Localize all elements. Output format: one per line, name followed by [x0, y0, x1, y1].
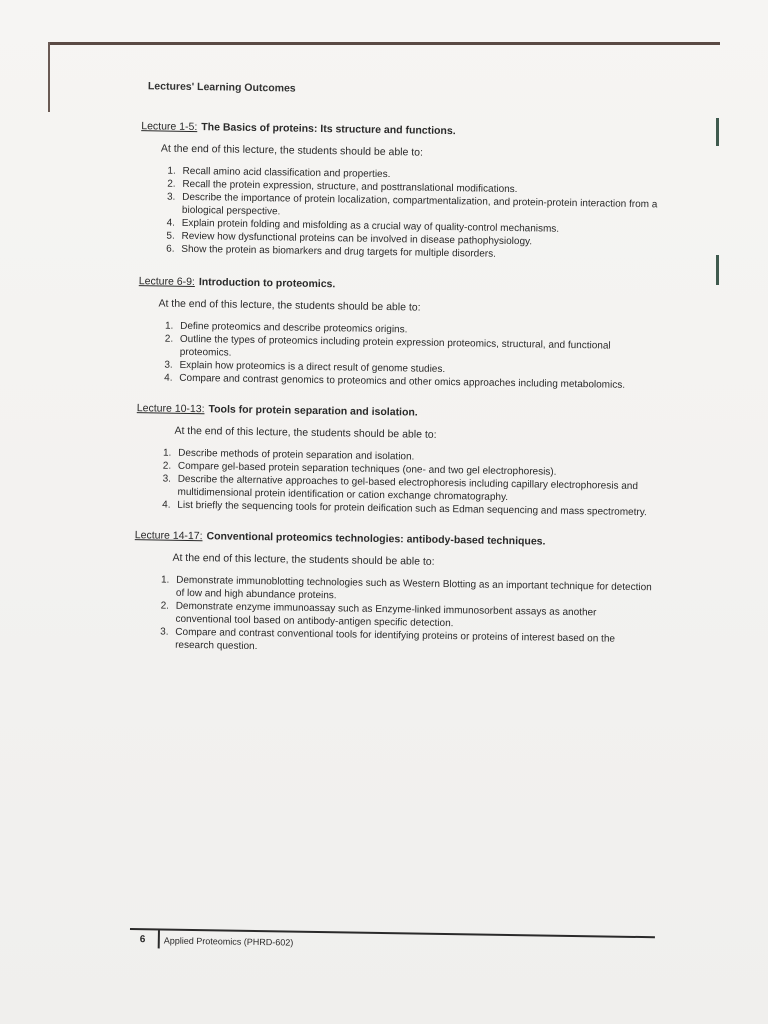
- lecture-intro: At the end of this lecture, the students should be able to:: [158, 297, 421, 314]
- lecture-heading: [137, 402, 655, 422]
- outcome-item: 3. Explain how proteomics is a direct result of genome studies.: [175, 359, 655, 380]
- page-number: 6: [139, 934, 146, 946]
- outcome-item: 3. Compare and contrast conventional tools for identifying proteins or proteins of interest based on the research question.: [171, 626, 651, 660]
- document-title: Lectures' Learning Outcomes: [147, 80, 296, 95]
- page-top-edge: [48, 42, 720, 45]
- outcome-item: 2. Outline the types of proteomics including protein expression proteomics, structural, and functional proteomics.: [176, 333, 656, 367]
- lecture-intro: At the end of this lecture, the students should be able to:: [160, 142, 424, 159]
- lecture-number: Lecture 10-13:: [136, 402, 205, 416]
- page-left-edge: [48, 42, 50, 112]
- lecture-section: [127, 120, 659, 263]
- lecture-section: [121, 529, 653, 659]
- lecture-heading: [139, 275, 657, 295]
- outcome-item: 4. Explain protein folding and misfolding as a crucial way of quality-control mechanisms.: [178, 217, 658, 238]
- outcome-item: 4. List briefly the sequencing tools for protein deification such as Edman sequencing and mass spectrometry.: [173, 499, 653, 520]
- lecture-section: [123, 402, 655, 519]
- outcome-list: [125, 319, 656, 392]
- lecture-intro: At the end of this lecture, the students should be able to:: [172, 551, 435, 568]
- outcome-list: [121, 573, 652, 659]
- outcome-item: 6. Show the protein as biomarkers and drug targets for multiple disorders.: [177, 243, 657, 264]
- lecture-topic: Conventional proteomics technologies: antibody-based techniques.: [206, 530, 546, 548]
- lecture-number: Lecture 6-9:: [138, 275, 195, 289]
- lecture-number: Lecture 14-17:: [134, 529, 203, 543]
- outcome-item: 5. Review how dysfunctional proteins can be involved in disease pathophysiology.: [177, 230, 657, 251]
- lecture-intro: At the end of this lecture, the students should be able to:: [174, 424, 437, 441]
- outcome-item: 4. Compare and contrast genomics to proteomics and other omics approaches including metabolomics.: [175, 372, 655, 393]
- document-body: [121, 80, 660, 673]
- outcome-item: 1. Demonstrate immunoblotting technologies such as Western Blotting as an important technique for detection of low and high abundance proteins.: [172, 574, 652, 608]
- outcome-item: 2. Recall the protein expression, structure, and posttranslational modifications.: [178, 178, 658, 199]
- outcome-item: 2. Demonstrate enzyme immunoassay such as Enzyme-linked immunosorbent assays as another conventional tool based on antibody-antigen specific detection.: [171, 600, 651, 634]
- outcome-item: 3. Describe the alternative approaches to gel-based electrophoresis including capillary electrophoresis and multidimensional protein identification or cation exchange chromatography.: [173, 473, 653, 507]
- lecture-topic: Tools for protein separation and isolation.: [208, 403, 418, 419]
- outcome-list: [127, 164, 658, 263]
- right-margin-mark: [716, 255, 719, 285]
- outcome-list: [123, 446, 654, 519]
- lecture-topic: Introduction to proteomics.: [198, 276, 336, 291]
- outcome-item: 1. Describe methods of protein separation and isolation.: [174, 447, 654, 468]
- outcome-item: 3. Describe the importance of protein localization, compartmentalization, and protein-protein interaction from a biological perspective.: [178, 191, 658, 225]
- lecture-section: [125, 275, 657, 392]
- outcome-item: 2. Compare gel-based protein separation techniques (one- and two gel electrophoresis).: [174, 460, 654, 481]
- footer-separator: [158, 930, 160, 948]
- lecture-heading: [141, 120, 659, 140]
- outcome-item: 1. Recall amino acid classification and properties.: [178, 165, 658, 186]
- outcome-item: 1. Define proteomics and describe proteomics origins.: [176, 320, 656, 341]
- lecture-topic: The Basics of proteins: Its structure and functions.: [201, 121, 456, 138]
- lecture-number: Lecture 1-5:: [141, 120, 198, 134]
- lecture-heading: [135, 529, 653, 549]
- right-margin-mark: [716, 118, 719, 146]
- course-name: Applied Proteomics (PHRD-602): [163, 935, 294, 948]
